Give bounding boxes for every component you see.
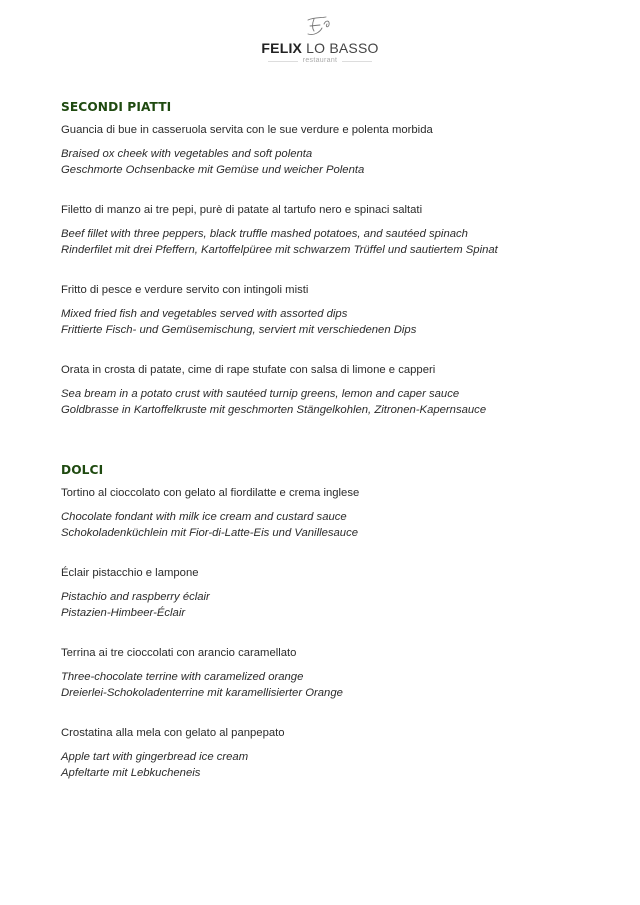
restaurant-name bbox=[0, 40, 640, 56]
dish-name-italian: Crostatina alla mela con gelato al panpepato bbox=[61, 727, 285, 739]
dish-name-english: Sea bream in a potato crust with sautéed turnip greens, lemon and caper sauce bbox=[61, 388, 460, 400]
dish-name-italian: Terrina ai tre cioccolati con arancio caramellato bbox=[61, 647, 297, 659]
dish-name-german: Rinderfilet mit drei Pfeffern, Kartoffelpüree mit schwarzem Trüffel und sautiertem Spinat bbox=[61, 244, 498, 256]
dish-name-italian: Orata in crosta di patate, cime di rape stufate con salsa di limone e capperi bbox=[61, 364, 436, 376]
menu-item bbox=[61, 282, 621, 338]
dish-name-english: Mixed fried fish and vegetables served with assorted dips bbox=[61, 308, 348, 320]
menu-item bbox=[61, 362, 621, 418]
dish-name-italian: Filetto di manzo ai tre pepi, purè di patate al tartufo nero e spinaci saltati bbox=[61, 204, 423, 216]
menu-item bbox=[61, 645, 621, 701]
dish-name-german: Dreierlei-Schokoladenterrine mit karamellisierter Orange bbox=[61, 687, 343, 699]
dish-name-english: Three-chocolate terrine with caramelized orange bbox=[61, 671, 304, 683]
dish-name-german: Apfeltarte mit Lebkucheneis bbox=[61, 767, 201, 779]
menu-item bbox=[61, 122, 621, 178]
menu-content bbox=[61, 98, 621, 781]
dish-name-italian: Tortino al cioccolato con gelato al fiordilatte e crema inglese bbox=[61, 487, 360, 499]
dish-name-german: Geschmorte Ochsenbacke mit Gemüse und weicher Polenta bbox=[61, 164, 365, 176]
section-secondi-piatti bbox=[61, 98, 621, 418]
dish-name-german: Pistazien-Himbeer-Éclair bbox=[61, 607, 186, 619]
dish-name-italian: Guancia di bue in casseruola servita con le sue verdure e polenta morbida bbox=[61, 124, 433, 136]
dish-name-italian: Éclair pistacchio e lampone bbox=[61, 567, 199, 579]
section-title: DOLCI bbox=[61, 463, 104, 477]
menu-item bbox=[61, 725, 621, 781]
restaurant-name-last: LO BASSO bbox=[306, 40, 379, 56]
dish-name-english: Beef fillet with three peppers, black truffle mashed potatoes, and sautéed spinach bbox=[61, 228, 468, 240]
dish-name-english: Braised ox cheek with vegetables and soft polenta bbox=[61, 148, 313, 160]
restaurant-logo bbox=[0, 14, 640, 65]
dish-name-english: Apple tart with gingerbread ice cream bbox=[61, 751, 249, 763]
menu-item bbox=[61, 485, 621, 541]
section-title: SECONDI PIATTI bbox=[61, 100, 172, 114]
dish-name-english: Chocolate fondant with milk ice cream and custard sauce bbox=[61, 511, 347, 523]
monogram-logo-icon bbox=[300, 14, 340, 40]
dish-name-german: Schokoladenküchlein mit Fior-di-Latte-Eis und Vanillesauce bbox=[61, 527, 359, 539]
menu-item bbox=[61, 565, 621, 621]
section-dolci bbox=[61, 461, 621, 781]
restaurant-subtitle: restaurant bbox=[268, 56, 372, 65]
dish-name-german: Goldbrasse in Kartoffelkruste mit geschmorten Stängelkohlen, Zitronen-Kapernsauce bbox=[61, 404, 487, 416]
dish-name-german: Frittierte Fisch- und Gemüsemischung, serviert mit verschiedenen Dips bbox=[61, 324, 417, 336]
dish-name-english: Pistachio and raspberry éclair bbox=[61, 591, 210, 603]
dish-name-italian: Fritto di pesce e verdure servito con intingoli misti bbox=[61, 284, 309, 296]
menu-item bbox=[61, 202, 621, 258]
restaurant-name-first: FELIX bbox=[261, 40, 303, 56]
